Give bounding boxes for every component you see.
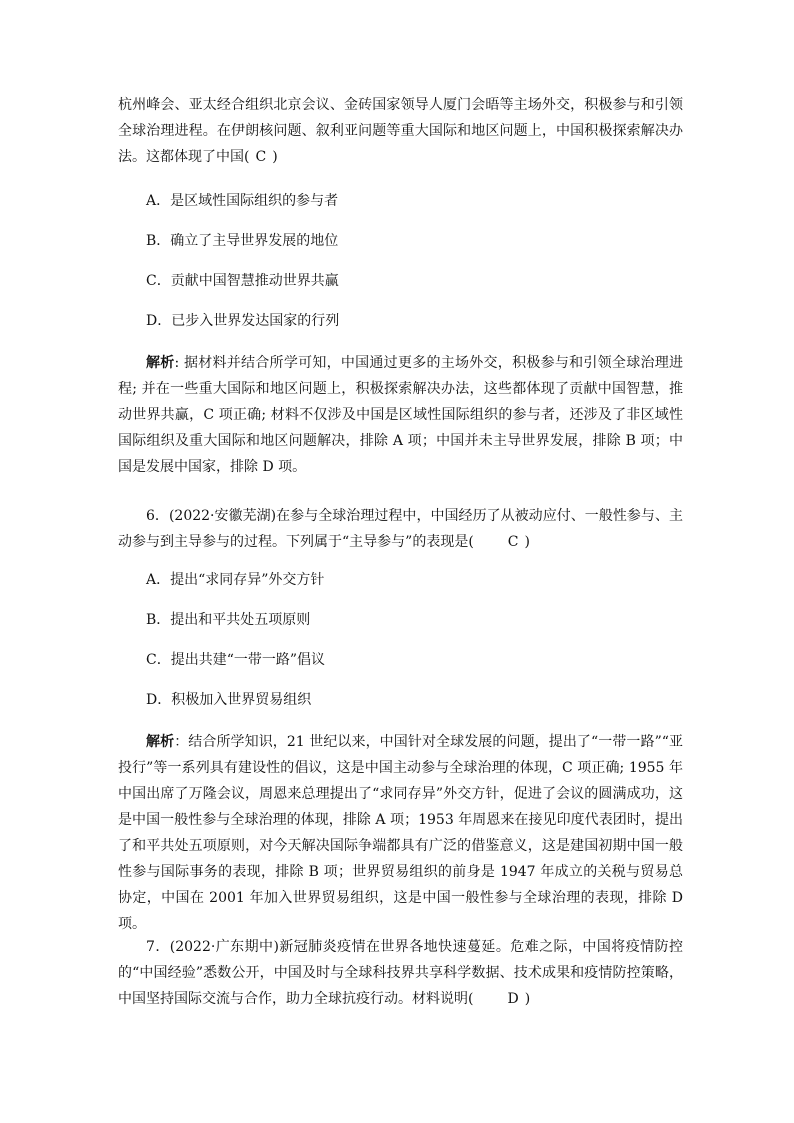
q5-analysis [118, 350, 683, 480]
q5-option-d: D．已步入世界发达国家的行列 [146, 313, 340, 329]
q7-stem-text: 7．(2022·广东期中)新冠肺炎疫情在世界各地快速蔓延。危难之际，中国将疫情防控的“中国经验”悉数公开，中国及时与全球科技界共享科学数据、技术成果和疫情防控策略，中国坚持国际交流与合作，助力全球抗疫行动。材料说明( [118, 939, 683, 1007]
q6-option-c: C．提出共建“一带一路”倡议 [146, 652, 326, 668]
q6-close-paren: ) [524, 534, 530, 550]
q5-option-c: C．贡献中国智慧推动世界共赢 [146, 273, 339, 289]
q6-analysis-label: 解析 [146, 734, 175, 750]
q6-option-d: D．积极加入世界贸易组织 [146, 692, 312, 708]
q6-analysis [118, 729, 683, 937]
q5-analysis-label: 解析 [146, 355, 175, 371]
q7-close-paren: ) [524, 991, 531, 1007]
q5-stem-text: 杭州峰会、亚太经合组织北京会议、金砖国家领导人厦门会晤等主场外交，积极参与和引领全球治理进程。在伊朗核问题、叙利亚问题等重大国际和地区问题上，中国积极探索解决办法。这都体现了中国( [118, 97, 683, 165]
q6-option-a: A．提出“求同存异”外交方针 [146, 572, 325, 588]
q6-analysis-text: ：结合所学知识，21 世纪以来，中国针对全球发展的问题，提出了“一带一路”“亚投行”等一系列具有建设性的倡议，这是中国主动参与全球治理的体现，C 项正确; 1955 年中国出席了万隆会议，周恩来总理提出了“求同存异”外交方针，促进了会议的圆满成功，这是中国一般性参与全球治理的体现，排除 A 项；1953 年周恩来在接见印度代表团时，提出了和平共处五项原则，对今天解决国际争端都具有广泛的借鉴意义，这是建国初期中国一般性参与国际事务的表现，排除 B 项；世界贸易组织的前身是 1947 年成立的关税与贸易总协定，中国在 2001 年加入世界贸易组织，这是中国一般性参与全球治理的表现，排除 D 项。 [118, 734, 684, 932]
q5-answer: C [255, 149, 267, 165]
q5-option-a: A．是区域性国际组织的参与者 [146, 193, 339, 209]
q5-option-b: B．确立了主导世界发展的地位 [146, 233, 339, 249]
q7-stem [118, 934, 683, 1012]
q6-stem-text: 6．(2022·安徽芜湖)在参与全球治理过程中，中国经历了从被动应付、一般性参与、主动参与到主导参与的过程。下列属于“主导参与”的表现是( [118, 508, 683, 550]
q6-option-b: B．提出和平共处五项原则 [146, 612, 311, 628]
q7-answer: D [507, 991, 519, 1007]
q6-stem [118, 503, 683, 555]
q5-stem [118, 92, 683, 170]
q5-analysis-text: : 据材料并结合所学可知，中国通过更多的主场外交，积极参与和引领全球治理进程; 并在一些重大国际和地区问题上，积极探索解决办法，这些都体现了贡献中国智慧，推动世界共赢，C 项正确; 材料不仅涉及中国是区域性国际组织的参与者，还涉及了非区域性国际组织及重大国际和地区问题解决，排除 A 项；中国并未主导世界发展，排除 B 项；中国是发展中国家，排除 D 项。 [118, 355, 683, 475]
q5-close-paren: ) [272, 149, 278, 165]
q6-answer: C [507, 534, 519, 550]
